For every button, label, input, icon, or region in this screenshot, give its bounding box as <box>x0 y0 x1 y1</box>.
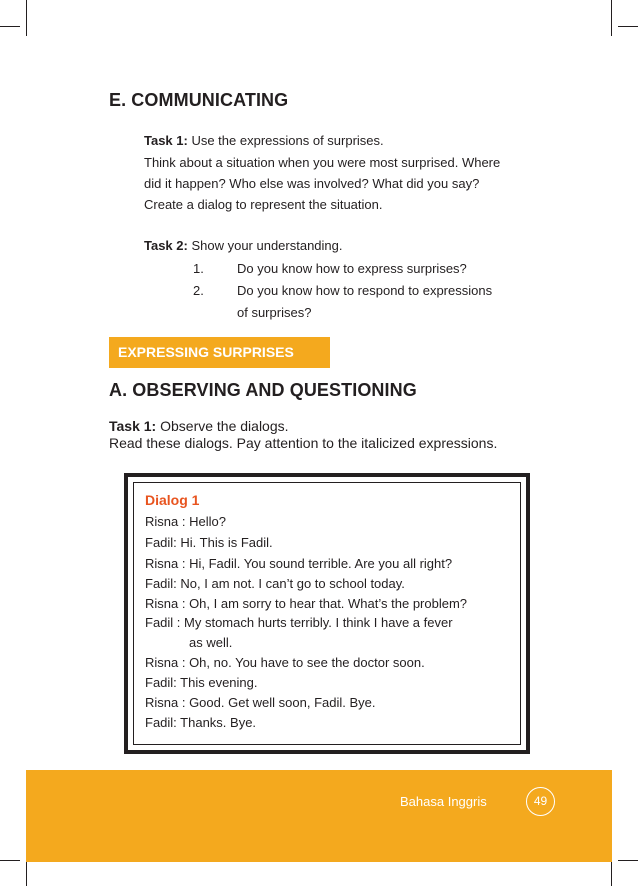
dialog-line: Risna : Hello? <box>145 514 226 529</box>
dialog-line: Risna : Oh, I am sorry to hear that. What’s the problem? <box>145 596 468 611</box>
task1-label: Task 1: <box>144 133 188 148</box>
task2-item-number: 2. <box>193 283 204 298</box>
task1-body-line: Think about a situation when you were most surprised. Where <box>144 155 501 170</box>
crop-mark <box>0 26 20 27</box>
page-footer-band <box>26 770 612 862</box>
task2-item-number: 1. <box>193 261 204 276</box>
task2-line <box>144 238 343 253</box>
section-heading-communicating: E. COMMUNICATING <box>109 90 289 110</box>
task2-item-text: Do you know how to express surprises? <box>237 261 467 276</box>
task2-item-text: Do you know how to respond to expressions <box>237 283 493 298</box>
dialog-line: Fadil: This evening. <box>145 675 258 690</box>
dialog-line: Risna : Hi, Fadil. You sound terrible. Are you all right? <box>145 556 453 571</box>
dialog-line-continued: as well. <box>189 635 233 650</box>
footer-book-title: Bahasa Inggris <box>400 794 487 809</box>
crop-mark <box>618 26 638 27</box>
task1-body-line: did it happen? Who else was involved? What did you say? <box>144 176 480 191</box>
section-a-instruction: Read these dialogs. Pay attention to the italicized expressions. <box>109 435 498 451</box>
section-a-task1-label: Task 1: <box>109 418 157 434</box>
dialog-line: Fadil: Thanks. Bye. <box>145 715 257 730</box>
dialog-line: Risna : Good. Get well soon, Fadil. Bye. <box>145 695 376 710</box>
section-a-task1-line <box>109 418 289 434</box>
task1-text: Use the expressions of surprises. <box>187 133 384 148</box>
dialog-line: Risna : Oh, no. You have to see the doctor soon. <box>145 655 425 670</box>
dialog-line: Fadil: No, I am not. I can’t go to school today. <box>145 576 405 591</box>
task2-item-text-continued: of surprises? <box>237 305 312 320</box>
expressing-surprises-banner: EXPRESSING SURPRISES <box>109 337 330 368</box>
section-heading-observing: A. OBSERVING AND QUESTIONING <box>109 380 417 400</box>
dialog-line: Fadil : My stomach hurts terribly. I think I have a fever <box>145 615 453 630</box>
crop-mark <box>611 0 612 36</box>
dialog-title: Dialog 1 <box>145 492 200 508</box>
page-number-badge: 49 <box>526 787 555 816</box>
section-a-task1-text: Observe the dialogs. <box>156 418 289 434</box>
crop-mark <box>0 860 20 861</box>
crop-mark <box>618 860 638 861</box>
crop-mark <box>26 0 27 36</box>
task1-body-line: Create a dialog to represent the situation. <box>144 197 383 212</box>
task2-text: Show your understanding. <box>187 238 343 253</box>
task2-label: Task 2: <box>144 238 188 253</box>
task1-line <box>144 133 384 148</box>
dialog-line: Fadil: Hi. This is Fadil. <box>145 535 273 550</box>
